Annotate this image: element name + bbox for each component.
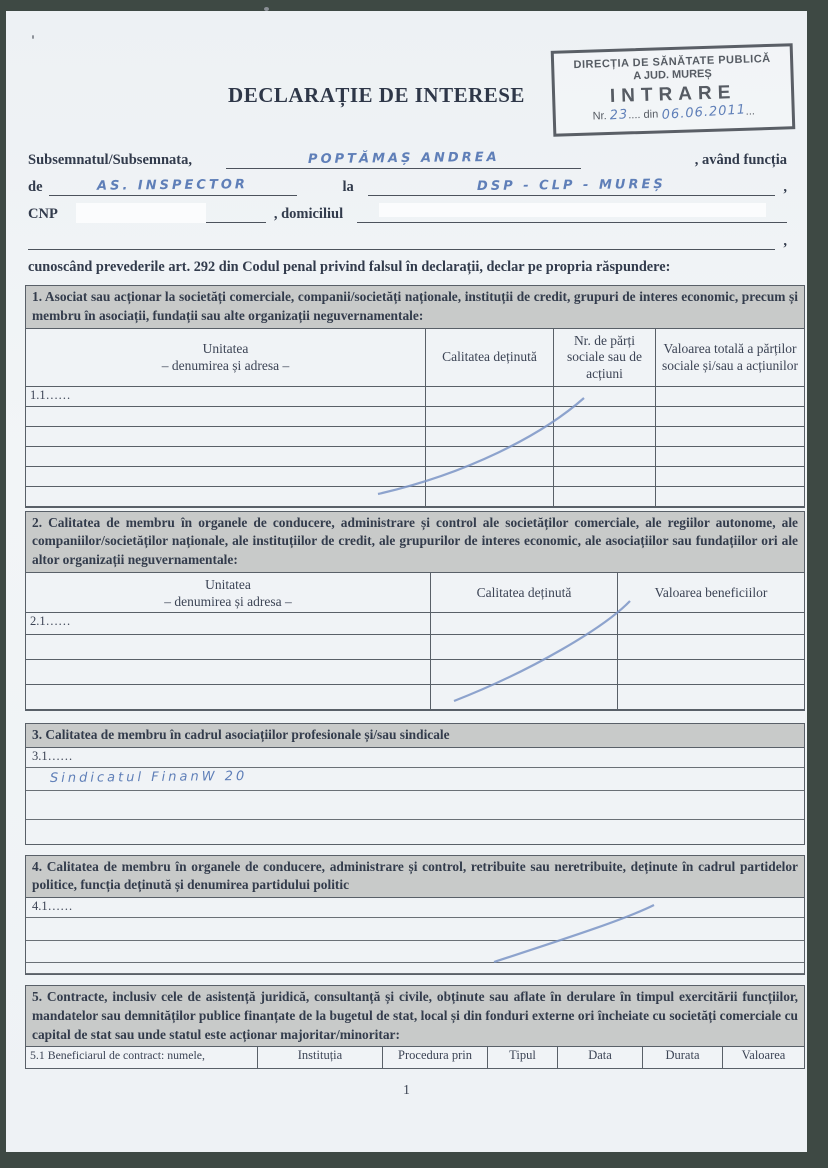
table-row [26,748,804,768]
page-number: 1 [403,1082,410,1098]
section-4 [25,855,805,976]
scanned-declaration-page [6,11,807,1152]
stamp-nr-label: Nr. [592,110,607,123]
table-row [26,487,804,507]
table-row [26,613,804,635]
table-row [26,898,804,918]
table-row [26,918,804,941]
intro-block [28,142,787,276]
table-row [26,685,804,710]
cnp-field [206,203,266,223]
name-field [226,149,581,169]
col-valoarea: Valoarea totală a părților sociale și/sau a acțiunilor [661,340,799,373]
intro-line-2 [28,169,787,196]
table-row [26,660,804,685]
col-beneficiar: 5.1 Beneficiarul de contract: numele, [26,1047,258,1068]
section-1-heading: 1. Asociat sau acționar la societăți comerciale, companii/societăți naționale, instituții de credit, grupuri de interes economic, precum și membru în asociații, fundații sau alte organizații neguvernamentale: [25,285,805,329]
row-label: 1.1…… [26,387,426,406]
stamp-din-label: din [643,108,659,121]
intro-line-3 [28,196,787,223]
cnp-label: CNP [28,206,58,222]
col-nr-parti: Nr. de părți sociale sau de acțiuni [554,329,656,388]
section-2-table [25,573,805,711]
table-row [26,447,804,467]
registration-stamp [551,43,796,137]
section-2-table-header [26,573,804,613]
functie-handwritten: AS. INSPECTOR [96,177,249,194]
row-label: 4.1…… [32,899,73,914]
section-1-table-header [26,329,804,387]
col-tipul: Tipul [488,1047,558,1068]
stamp-dots: .... [628,109,641,122]
section-3 [25,723,805,845]
col-durata: Durata [643,1047,723,1068]
stamp-dots: ... [745,105,756,118]
col-institutia: Instituția [258,1047,383,1068]
institutie-field [368,176,776,196]
table-row [26,387,804,407]
intro-line-4 [28,223,787,250]
stamp-intrare-label: INTRARE [609,82,737,107]
la-label: la [342,179,354,195]
table-row [26,407,804,427]
table-row [26,427,804,447]
domiciliul-field [357,203,787,223]
section-4-heading: 4. Calitatea de membru în organele de conducere, administrare și control, retribuite sau neretribuite, deținute în cadrul partidelor politice, funcția deținută și denumirea partidului politic [25,855,805,899]
section-2 [25,511,805,711]
table-row [26,963,804,974]
table-row [26,941,804,963]
de-label: de [28,179,43,195]
section-3-table [25,748,805,845]
page-title: DECLARAȚIE DE INTERESE [228,83,525,107]
col-data: Data [558,1047,643,1068]
col-unitatea: Unitatea – denumirea și adresa – [26,329,426,388]
scan-speck [32,35,34,39]
scan-speck [264,7,269,11]
domiciliul-field-continued [28,230,775,250]
section-3-heading: 3. Calitatea de membru în cadrul asociațiilor profesionale și/sau sindicale [25,723,805,748]
avand-functia-label: , având funcția [694,152,787,168]
stamp-authority-line2: A JUD. MUREȘ [633,67,712,83]
institutie-handwritten: DSP - CLP - MUREȘ [477,177,667,194]
intro-line-1 [28,142,787,169]
table-row [26,768,804,791]
cnp-redacted-value [76,203,206,223]
stamp-authority-line1: DIRECȚIA DE SĂNĂTATE PUBLICĂ [573,52,771,72]
table-row [26,791,804,820]
col-calitatea: Calitatea deținută [426,329,554,388]
section-5-heading: 5. Contracte, inclusiv cele de asistență juridică, consultanță și civile, obținute sau aflate în derulare în timpul exercitării funcțiilor, mandatelor sau demnităților publice finanțate de la bugetul de stat, local și din fonduri externe ori încheiate cu societăți comerciale cu capital de stat sau unde statul este acționar majoritar/minoritar: [25,985,805,1047]
sindicat-handwritten: Sindicatul FinanW 20 [49,768,248,786]
section-1 [25,285,805,508]
functie-field [49,176,297,196]
section-2-heading: 2. Calitatea de membru în organele de conducere, administrare și control ale societăților comerciale, ale regiilor autonome, ale companiilor/societăților naționale, ale instituțiilor de credit, ale grupurilor de interes economic, ale asociațiilor sau fundațiilor ori ale altor organizații neguvernamentale: [25,511,805,573]
domiciliul-label: , domiciliul [273,206,344,222]
col-calitatea: Calitatea deținută [431,573,618,615]
row-label: 3.1…… [32,748,73,763]
section-1-table [25,329,805,508]
comma: , [783,233,787,249]
name-handwritten: POPTĂMAȘ ANDREA [307,149,500,168]
stamp-date-handwritten: 06.06.2011 [660,102,747,123]
row-label: 2.1…… [26,613,431,634]
section-5-table [25,1047,805,1069]
col-procedura: Procedura prin [383,1047,488,1068]
col-valoarea: Valoarea [741,1048,786,1063]
section-4-table [25,898,805,975]
section-5-table-header [26,1047,804,1068]
declaration-statement: cunoscând prevederile art. 292 din Codul penal privind falsul în declarații, declar pe propria răspundere: [28,259,671,275]
section-5 [25,985,805,1069]
subsemnatul-label: Subsemnatul/Subsemnata, [28,152,192,168]
table-row [26,635,804,660]
col-unitatea: Unitatea – denumirea și adresa – [26,573,431,615]
col-valoarea-beneficiilor: Valoarea beneficiilor [654,585,768,601]
stamp-nr-handwritten: 23 [609,107,629,124]
comma: , [783,179,787,195]
table-row [26,467,804,487]
table-row [26,820,804,844]
